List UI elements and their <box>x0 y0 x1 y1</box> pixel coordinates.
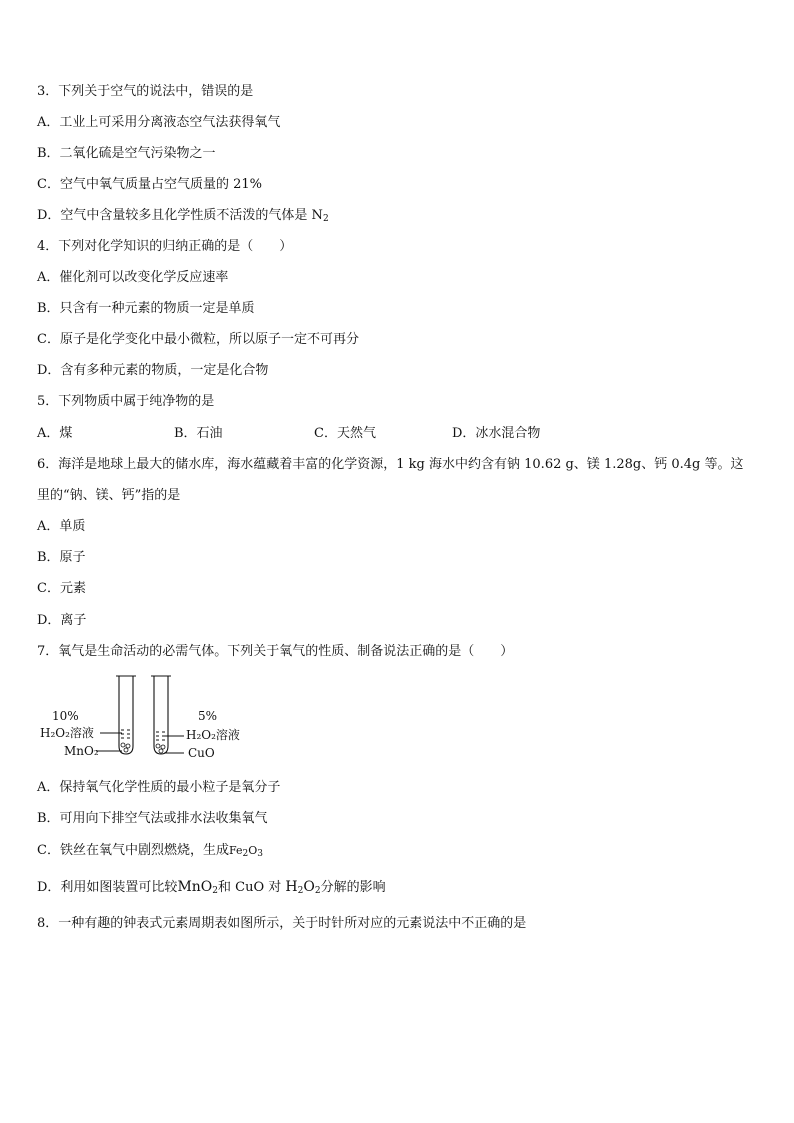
q6-stem-line1: 6．海洋是地球上最大的储水库，海水蕴藏着丰富的化学资源，1 kg 海水中约含有钠 10.62 g、镁 1.28g、钙 0.4g 等。这 <box>37 457 744 472</box>
test-tube-apparatus-figure <box>36 672 266 772</box>
q6-option-d: D．离子 <box>37 613 87 628</box>
h2o2-formula: $H_2O_2$ <box>285 879 321 896</box>
q3-option-a: A．工业上可采用分离液态空气法获得氧气 <box>37 115 281 130</box>
fe2o3-formula: $Fe_2O_3$ <box>228 844 263 859</box>
q6-stem-line2: 里的“钠、镁、钙”指的是 <box>37 488 181 503</box>
q6-option-a: A．单质 <box>37 519 86 534</box>
q7-option-a: A．保持氧气化学性质的最小粒子是氧分子 <box>37 780 281 795</box>
q4-option-a: A．催化剂可以改变化学反应速率 <box>37 270 229 285</box>
q5-stem: 5．下列物质中属于纯净物的是 <box>37 394 215 409</box>
mno2-formula: MnO$_2$ <box>177 879 219 896</box>
left-catalyst-label: MnO₂ <box>64 744 99 758</box>
q4-option-b: B．只含有一种元素的物质一定是单质 <box>37 301 255 316</box>
q4-option-d: D．含有多种元素的物质，一定是化合物 <box>37 363 269 378</box>
q4-option-c: C．原子是化学变化中最小微粒，所以原子一定不可再分 <box>37 332 359 347</box>
q7-option-d: D．利用如图装置可比较MnO$_2$和 CuO 对 $H_2O_2$分解的影响 <box>37 879 386 896</box>
q3-option-b: B．二氧化硫是空气污染物之一 <box>37 146 216 161</box>
q3-stem: 3．下列关于空气的说法中，错误的是 <box>37 84 254 99</box>
q4-stem: 4．下列对化学知识的归纳正确的是（ ） <box>37 239 293 254</box>
q5-option-b: B．石油 <box>174 426 223 441</box>
right-catalyst-label: CuO <box>188 746 215 760</box>
q3-option-d <box>37 207 329 225</box>
q5-option-d: D．冰水混合物 <box>452 426 541 441</box>
q5-options-row <box>37 425 597 443</box>
q3-option-d-text: D．空气中含量较多且化学性质不活泼的气体是 N <box>37 208 323 223</box>
q5-option-c: C．天然气 <box>314 426 376 441</box>
q6-option-c: C．元素 <box>37 581 86 596</box>
left-test-tube <box>116 676 136 754</box>
right-concentration-label: 5% <box>198 709 218 723</box>
q7-stem: 7．氧气是生命活动的必需气体。下列关于氧气的性质、制备说法正确的是（ ） <box>37 644 514 659</box>
left-solution-label: H₂O₂溶液 <box>40 726 94 740</box>
q3-option-c: C．空气中氧气质量占空气质量的 21% <box>37 177 262 192</box>
q8-stem: 8．一种有趣的钟表式元素周期表如图所示，关于时针所对应的元素说法中不正确的是 <box>37 916 527 931</box>
q3-option-d-subscript: 2 <box>322 214 329 224</box>
q7-option-b: B．可用向下排空气法或排水法收集氧气 <box>37 811 268 826</box>
left-concentration-label: 10% <box>52 709 79 723</box>
right-test-tube <box>151 676 171 754</box>
q7-option-c <box>37 842 263 860</box>
q7-option-c-text: C．铁丝在氧气中剧烈燃烧，生成 <box>37 843 229 858</box>
q5-option-a: A．煤 <box>37 426 73 441</box>
q6-option-b: B．原子 <box>37 550 86 565</box>
right-solution-label: H₂O₂溶液 <box>186 728 240 742</box>
